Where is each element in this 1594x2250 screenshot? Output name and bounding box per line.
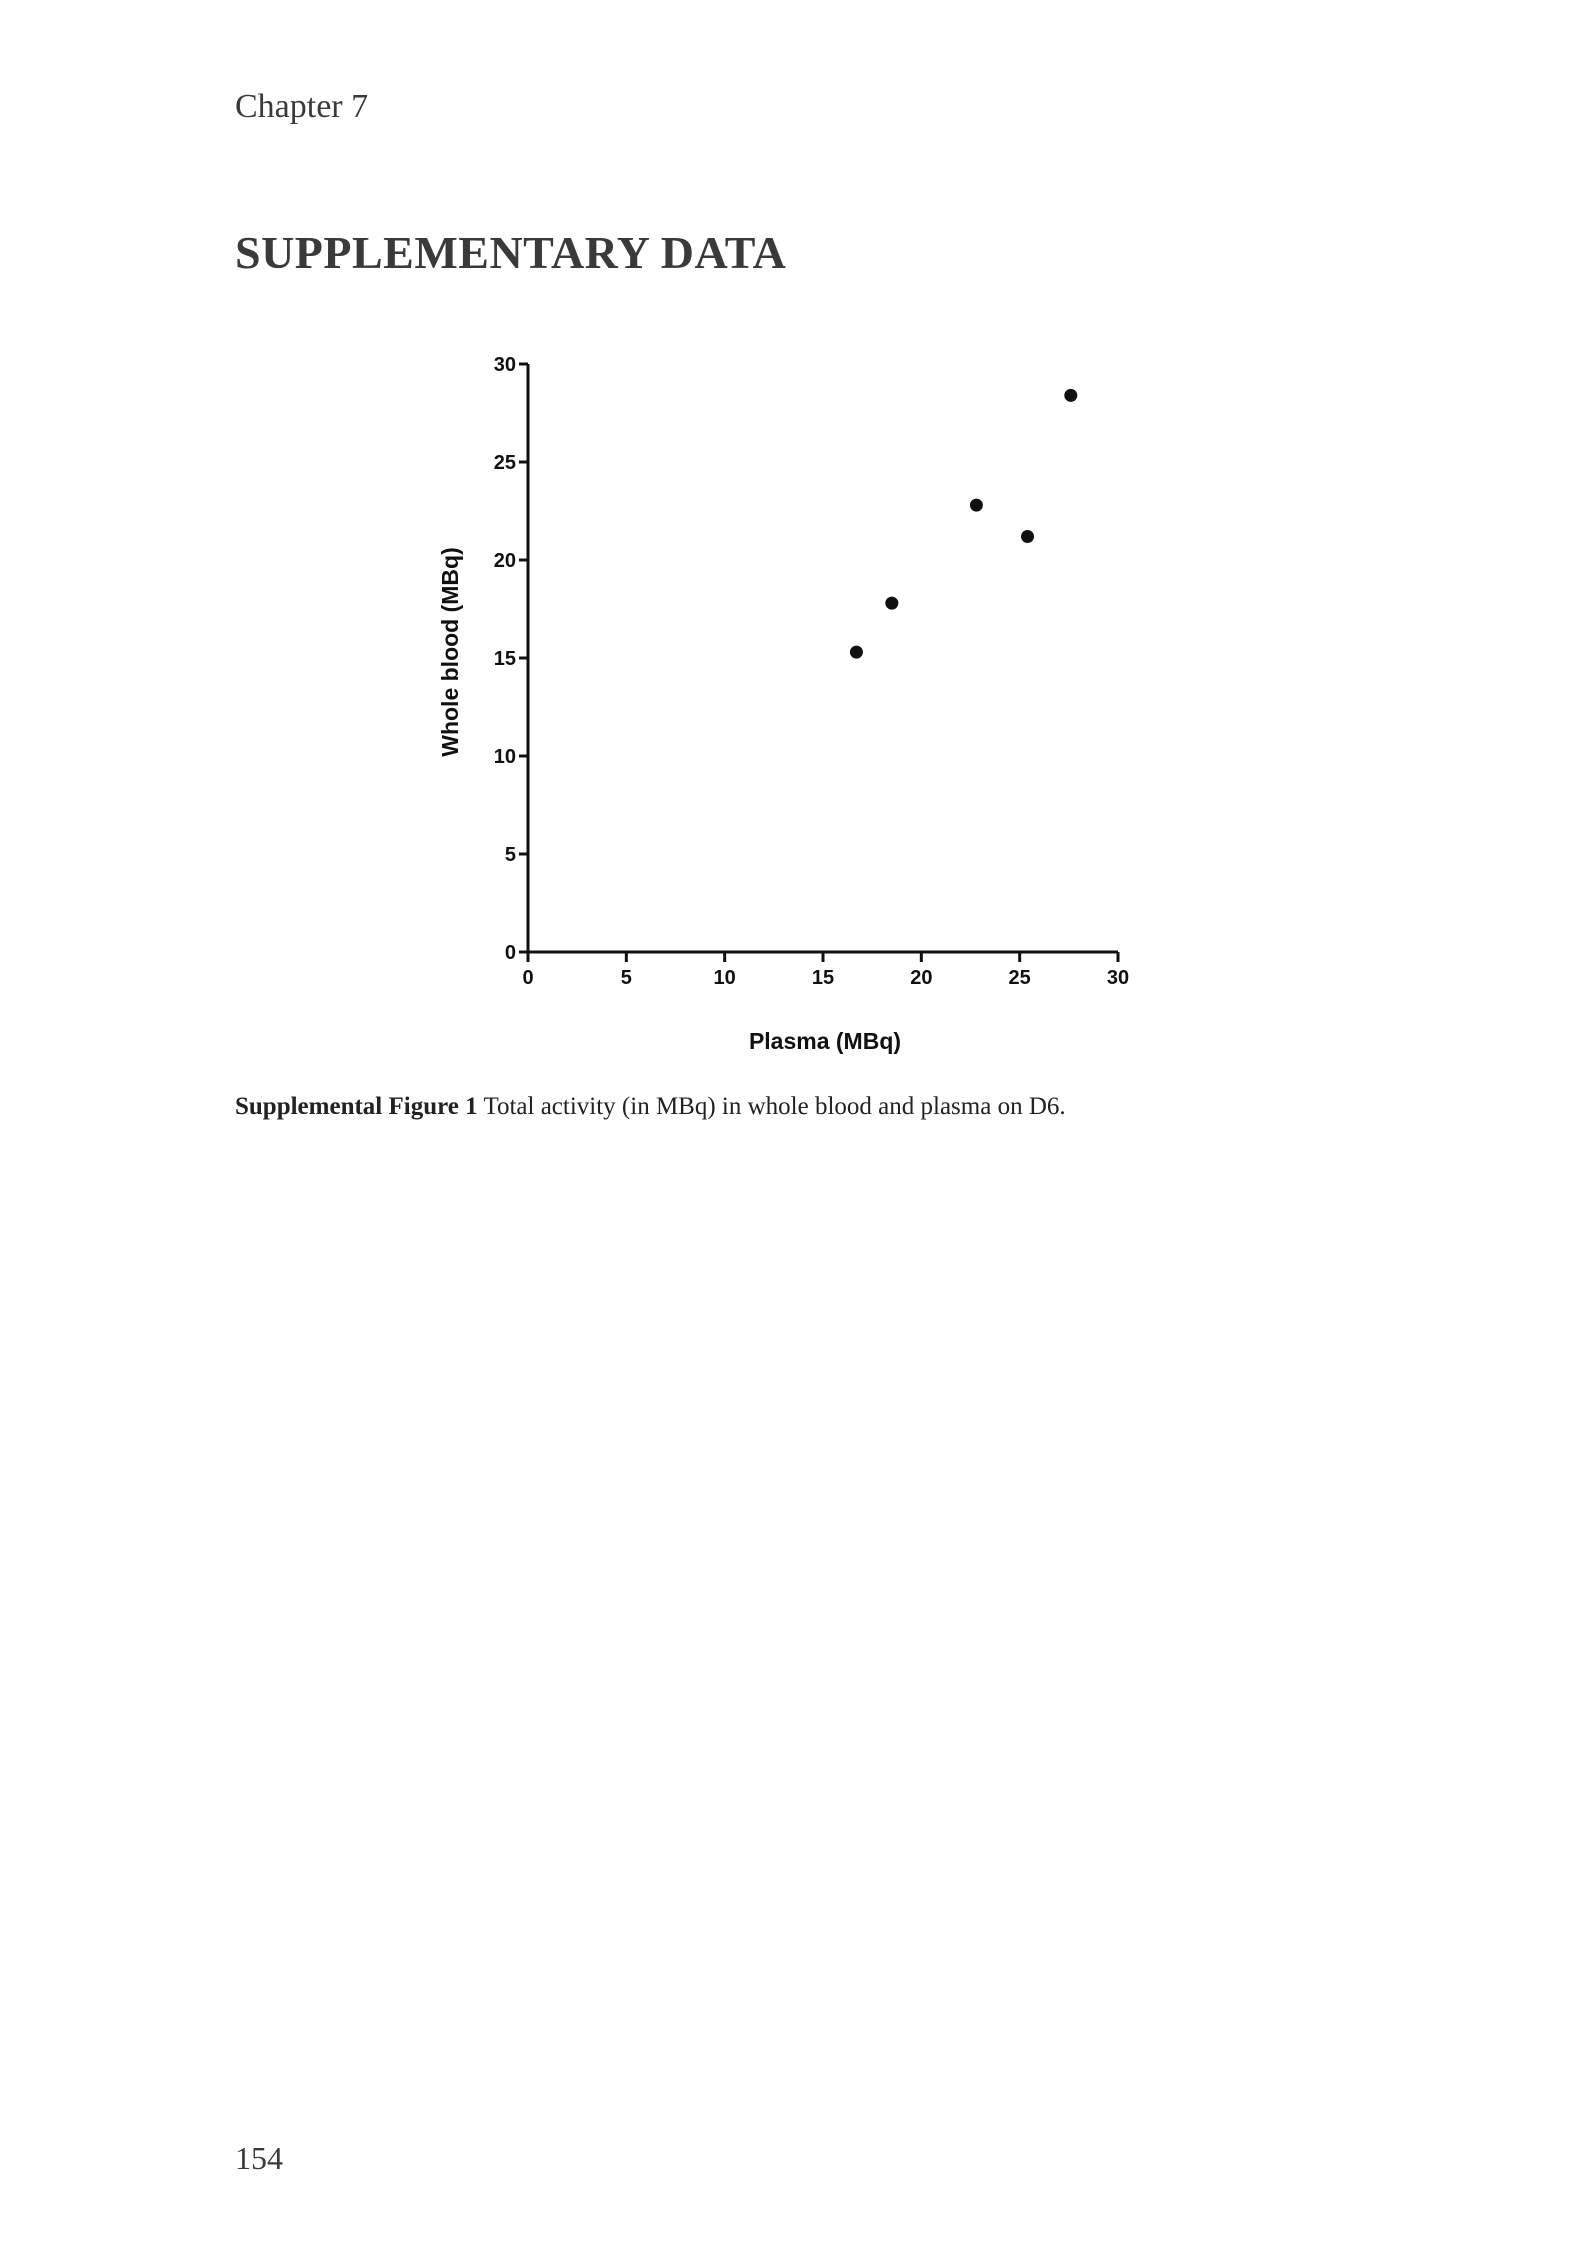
y-axis-title: Whole blood (MBq): [437, 547, 463, 757]
y-tick-label: 25: [493, 452, 516, 474]
page-number: 154: [235, 2140, 283, 2176]
y-axis: [494, 354, 528, 964]
y-tick-label: 10: [493, 746, 516, 768]
y-tick-label: 5: [504, 844, 516, 866]
x-tick-label: 20: [910, 967, 933, 989]
data-point: [970, 499, 983, 512]
running-head: Chapter 7: [235, 88, 369, 125]
data-points: [850, 389, 1077, 659]
y-tick-label: 20: [493, 550, 516, 572]
y-tick-label: 0: [504, 942, 516, 964]
y-tick-label: 15: [493, 648, 516, 670]
x-axis-title: Plasma (MBq): [748, 1028, 902, 1054]
x-tick-label: 25: [1008, 967, 1031, 989]
x-tick-label: 30: [1106, 967, 1130, 989]
scatter-chart: [400, 330, 1180, 1080]
x-tick-label: 15: [811, 967, 835, 989]
caption-label: Supplemental Figure 1: [235, 1093, 478, 1120]
data-point: [885, 597, 898, 610]
scatter-figure: [400, 330, 1180, 1080]
data-point: [1021, 530, 1034, 543]
y-tick-label: 30: [493, 354, 516, 376]
figure-caption: [235, 1093, 1385, 1121]
x-axis: [522, 952, 1129, 989]
x-tick-label: 0: [522, 967, 534, 989]
section-title: SUPPLEMENTARY DATA: [235, 227, 787, 278]
caption-text: Total activity (in MBq) in whole blood and plasma on D6.: [483, 1093, 1066, 1120]
data-point: [850, 646, 863, 659]
data-point: [1064, 389, 1077, 402]
x-tick-label: 5: [620, 967, 632, 989]
x-tick-label: 10: [713, 967, 736, 989]
